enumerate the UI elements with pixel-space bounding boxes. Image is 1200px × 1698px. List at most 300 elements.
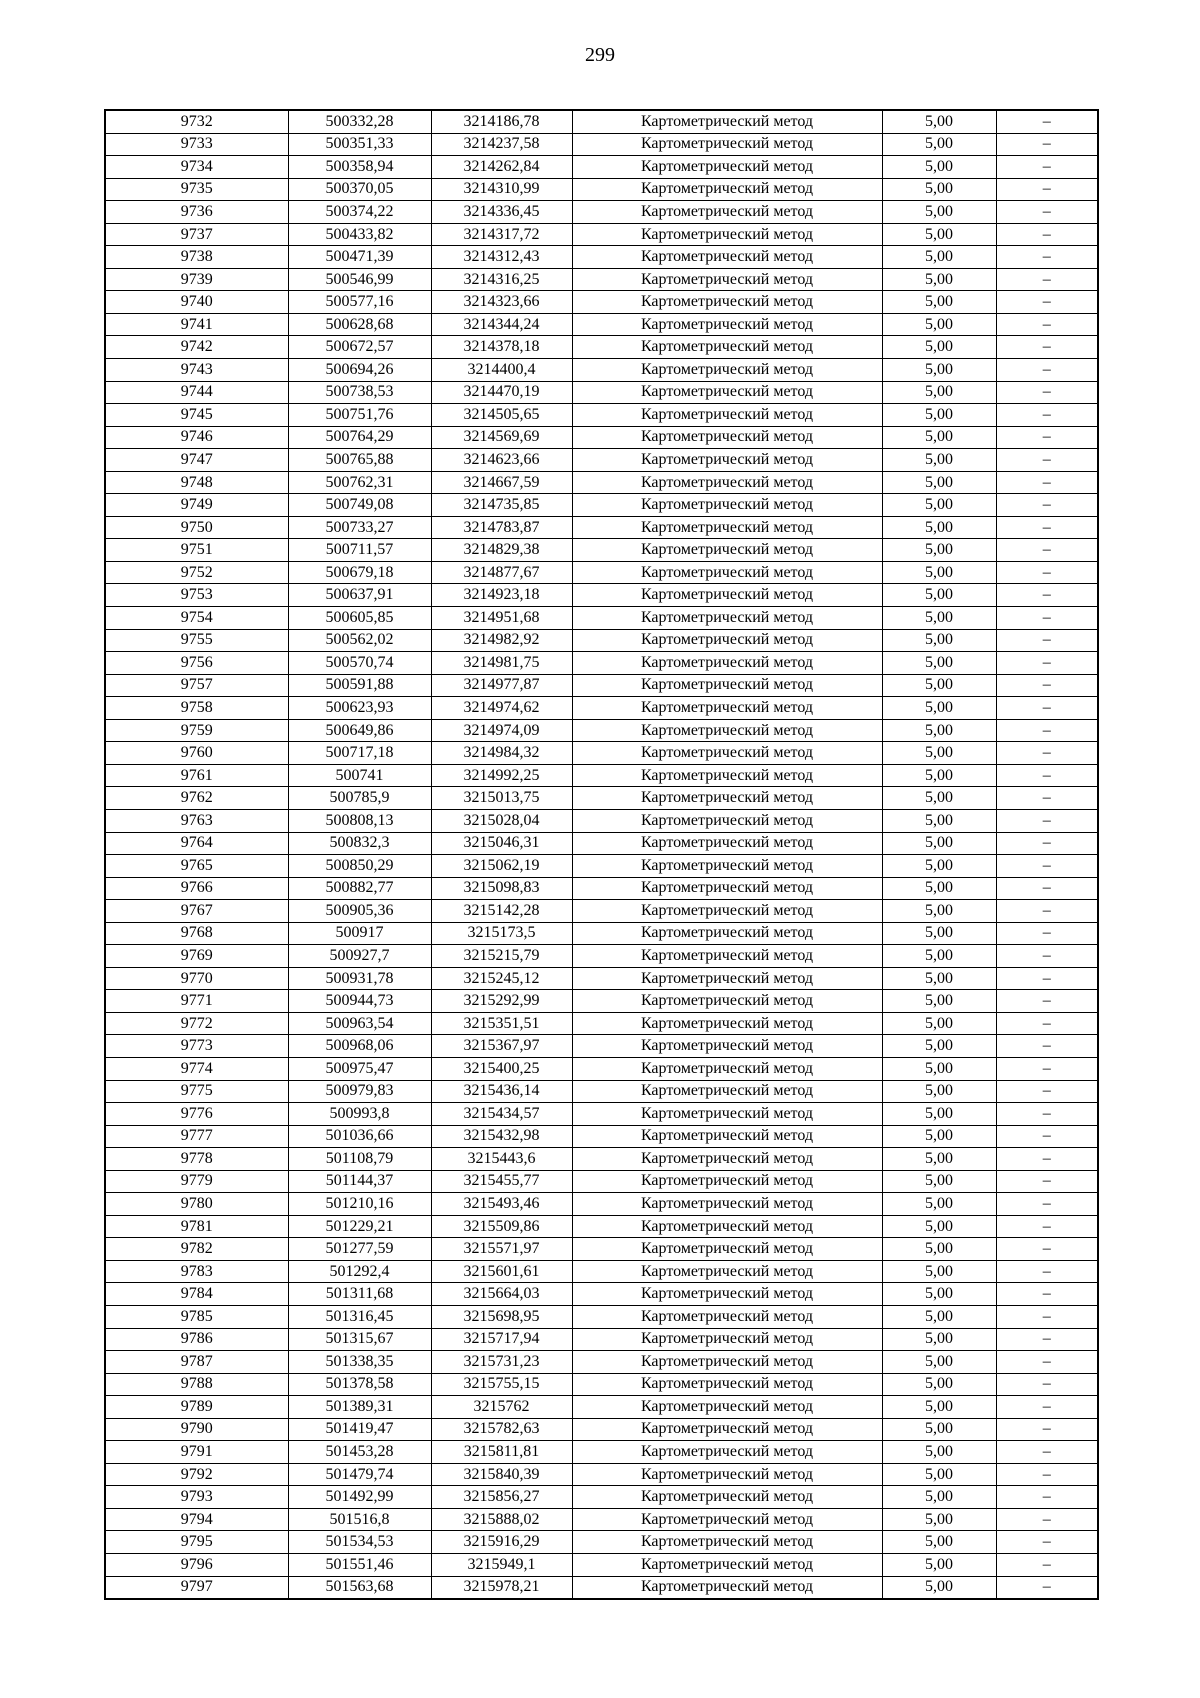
table-row <box>105 1193 1098 1216</box>
cell-x: 500351,33 <box>288 133 431 156</box>
cell-x: 500711,57 <box>288 539 431 562</box>
cell-accuracy: 5,00 <box>882 404 996 427</box>
table-row <box>105 494 1098 517</box>
cell-dash: – <box>996 1215 1098 1238</box>
cell-dash: – <box>996 1305 1098 1328</box>
cell-accuracy: 5,00 <box>882 1328 996 1351</box>
cell-accuracy: 5,00 <box>882 1531 996 1554</box>
coordinates-table <box>104 109 1099 1600</box>
cell-accuracy: 5,00 <box>882 471 996 494</box>
cell-x: 501389,31 <box>288 1396 431 1419</box>
cell-dash: – <box>996 1125 1098 1148</box>
cell-method: Картометрический метод <box>572 1148 882 1171</box>
cell-accuracy: 5,00 <box>882 268 996 291</box>
cell-dash: – <box>996 877 1098 900</box>
cell-accuracy: 5,00 <box>882 1080 996 1103</box>
cell-method: Картометрический метод <box>572 1328 882 1351</box>
cell-accuracy: 5,00 <box>882 313 996 336</box>
table-row <box>105 1148 1098 1171</box>
table-row <box>105 945 1098 968</box>
table-row <box>105 629 1098 652</box>
table-row <box>105 1373 1098 1396</box>
cell-y: 3214981,75 <box>431 652 572 675</box>
cell-point: 9792 <box>105 1463 288 1486</box>
cell-dash: – <box>996 471 1098 494</box>
cell-method: Картометрический метод <box>572 1508 882 1531</box>
cell-method: Картометрический метод <box>572 1463 882 1486</box>
cell-y: 3215062,19 <box>431 855 572 878</box>
table-row <box>105 1080 1098 1103</box>
cell-y: 3215755,15 <box>431 1373 572 1396</box>
cell-point: 9739 <box>105 268 288 291</box>
cell-accuracy: 5,00 <box>882 1486 996 1509</box>
cell-y: 3215173,5 <box>431 922 572 945</box>
cell-x: 501108,79 <box>288 1148 431 1171</box>
cell-x: 500577,16 <box>288 291 431 314</box>
cell-point: 9758 <box>105 697 288 720</box>
cell-accuracy: 5,00 <box>882 1351 996 1374</box>
cell-y: 3215811,81 <box>431 1441 572 1464</box>
cell-y: 3214323,66 <box>431 291 572 314</box>
cell-point: 9744 <box>105 381 288 404</box>
cell-y: 3215098,83 <box>431 877 572 900</box>
cell-method: Картометрический метод <box>572 313 882 336</box>
cell-x: 500975,47 <box>288 1057 431 1080</box>
cell-x: 501316,45 <box>288 1305 431 1328</box>
cell-method: Картометрический метод <box>572 426 882 449</box>
cell-accuracy: 5,00 <box>882 1057 996 1080</box>
cell-x: 501311,68 <box>288 1283 431 1306</box>
cell-x: 500649,86 <box>288 719 431 742</box>
cell-dash: – <box>996 449 1098 472</box>
cell-x: 500637,91 <box>288 584 431 607</box>
cell-point: 9756 <box>105 652 288 675</box>
table-row <box>105 381 1098 404</box>
cell-x: 500968,06 <box>288 1035 431 1058</box>
cell-point: 9770 <box>105 967 288 990</box>
cell-x: 500717,18 <box>288 742 431 765</box>
cell-method: Картометрический метод <box>572 1441 882 1464</box>
cell-accuracy: 5,00 <box>882 1554 996 1577</box>
table-row <box>105 246 1098 269</box>
cell-dash: – <box>996 561 1098 584</box>
cell-x: 501277,59 <box>288 1238 431 1261</box>
table-row <box>105 156 1098 179</box>
cell-method: Картометрический метод <box>572 900 882 923</box>
cell-method: Картометрический метод <box>572 1554 882 1577</box>
table-row <box>105 674 1098 697</box>
cell-dash: – <box>996 1373 1098 1396</box>
cell-x: 500762,31 <box>288 471 431 494</box>
cell-method: Картометрический метод <box>572 922 882 945</box>
cell-x: 501378,58 <box>288 1373 431 1396</box>
cell-accuracy: 5,00 <box>882 246 996 269</box>
cell-method: Картометрический метод <box>572 832 882 855</box>
cell-method: Картометрический метод <box>572 855 882 878</box>
cell-y: 3215978,21 <box>431 1576 572 1599</box>
table-row <box>105 1170 1098 1193</box>
cell-y: 3214984,32 <box>431 742 572 765</box>
cell-accuracy: 5,00 <box>882 516 996 539</box>
cell-accuracy: 5,00 <box>882 1508 996 1531</box>
cell-dash: – <box>996 1441 1098 1464</box>
cell-y: 3214262,84 <box>431 156 572 179</box>
cell-method: Картометрический метод <box>572 584 882 607</box>
cell-y: 3215664,03 <box>431 1283 572 1306</box>
table-row <box>105 133 1098 156</box>
cell-y: 3215601,61 <box>431 1260 572 1283</box>
cell-method: Картометрический метод <box>572 1103 882 1126</box>
cell-point: 9741 <box>105 313 288 336</box>
cell-point: 9787 <box>105 1351 288 1374</box>
cell-y: 3214400,4 <box>431 359 572 382</box>
cell-y: 3214783,87 <box>431 516 572 539</box>
cell-y: 3214569,69 <box>431 426 572 449</box>
cell-method: Картометрический метод <box>572 1418 882 1441</box>
cell-dash: – <box>996 1554 1098 1577</box>
cell-x: 500993,8 <box>288 1103 431 1126</box>
cell-accuracy: 5,00 <box>882 1193 996 1216</box>
cell-x: 501479,74 <box>288 1463 431 1486</box>
cell-method: Картометрический метод <box>572 1396 882 1419</box>
cell-x: 501516,8 <box>288 1508 431 1531</box>
cell-point: 9736 <box>105 201 288 224</box>
cell-dash: – <box>996 742 1098 765</box>
cell-dash: – <box>996 516 1098 539</box>
table-row <box>105 1283 1098 1306</box>
cell-x: 501036,66 <box>288 1125 431 1148</box>
cell-method: Картометрический метод <box>572 336 882 359</box>
cell-x: 501144,37 <box>288 1170 431 1193</box>
cell-y: 3214186,78 <box>431 110 572 133</box>
cell-accuracy: 5,00 <box>882 1215 996 1238</box>
cell-method: Картометрический метод <box>572 1238 882 1261</box>
table-row <box>105 404 1098 427</box>
cell-point: 9733 <box>105 133 288 156</box>
cell-x: 501338,35 <box>288 1351 431 1374</box>
cell-accuracy: 5,00 <box>882 877 996 900</box>
cell-point: 9774 <box>105 1057 288 1080</box>
cell-x: 500562,02 <box>288 629 431 652</box>
cell-method: Картометрический метод <box>572 1351 882 1374</box>
cell-dash: – <box>996 764 1098 787</box>
cell-point: 9788 <box>105 1373 288 1396</box>
cell-accuracy: 5,00 <box>882 426 996 449</box>
cell-point: 9760 <box>105 742 288 765</box>
cell-point: 9751 <box>105 539 288 562</box>
cell-x: 501229,21 <box>288 1215 431 1238</box>
cell-dash: – <box>996 268 1098 291</box>
cell-method: Картометрический метод <box>572 1305 882 1328</box>
cell-method: Картометрический метод <box>572 246 882 269</box>
cell-accuracy: 5,00 <box>882 945 996 968</box>
cell-x: 500433,82 <box>288 223 431 246</box>
cell-accuracy: 5,00 <box>882 922 996 945</box>
cell-y: 3214378,18 <box>431 336 572 359</box>
cell-dash: – <box>996 1035 1098 1058</box>
cell-y: 3215916,29 <box>431 1531 572 1554</box>
table-row <box>105 291 1098 314</box>
cell-point: 9763 <box>105 809 288 832</box>
cell-method: Картометрический метод <box>572 404 882 427</box>
cell-accuracy: 5,00 <box>882 629 996 652</box>
cell-dash: – <box>996 697 1098 720</box>
cell-x: 500332,28 <box>288 110 431 133</box>
cell-dash: – <box>996 313 1098 336</box>
cell-x: 500917 <box>288 922 431 945</box>
cell-dash: – <box>996 246 1098 269</box>
cell-x: 501453,28 <box>288 1441 431 1464</box>
cell-dash: – <box>996 1057 1098 1080</box>
table-row <box>105 967 1098 990</box>
table-row <box>105 426 1098 449</box>
cell-method: Картометрический метод <box>572 629 882 652</box>
cell-point: 9761 <box>105 764 288 787</box>
cell-x: 500733,27 <box>288 516 431 539</box>
cell-point: 9752 <box>105 561 288 584</box>
cell-point: 9766 <box>105 877 288 900</box>
cell-method: Картометрический метод <box>572 607 882 630</box>
table-row <box>105 607 1098 630</box>
cell-accuracy: 5,00 <box>882 1373 996 1396</box>
cell-point: 9776 <box>105 1103 288 1126</box>
cell-point: 9757 <box>105 674 288 697</box>
cell-method: Картометрический метод <box>572 471 882 494</box>
table-row <box>105 1238 1098 1261</box>
cell-accuracy: 5,00 <box>882 1305 996 1328</box>
table-row <box>105 1012 1098 1035</box>
cell-y: 3214667,59 <box>431 471 572 494</box>
cell-point: 9775 <box>105 1080 288 1103</box>
cell-point: 9786 <box>105 1328 288 1351</box>
cell-y: 3214237,58 <box>431 133 572 156</box>
cell-method: Картометрический метод <box>572 268 882 291</box>
cell-method: Картометрический метод <box>572 1057 882 1080</box>
cell-x: 500370,05 <box>288 178 431 201</box>
cell-y: 3215698,95 <box>431 1305 572 1328</box>
cell-point: 9747 <box>105 449 288 472</box>
cell-y: 3214951,68 <box>431 607 572 630</box>
cell-point: 9765 <box>105 855 288 878</box>
table-row <box>105 471 1098 494</box>
cell-accuracy: 5,00 <box>882 652 996 675</box>
cell-accuracy: 5,00 <box>882 336 996 359</box>
cell-point: 9781 <box>105 1215 288 1238</box>
cell-point: 9771 <box>105 990 288 1013</box>
cell-y: 3214992,25 <box>431 764 572 787</box>
table-row <box>105 539 1098 562</box>
cell-method: Картометрический метод <box>572 1283 882 1306</box>
cell-y: 3214470,19 <box>431 381 572 404</box>
cell-y: 3215046,31 <box>431 832 572 855</box>
cell-accuracy: 5,00 <box>882 201 996 224</box>
cell-point: 9754 <box>105 607 288 630</box>
cell-point: 9749 <box>105 494 288 517</box>
cell-dash: – <box>996 1283 1098 1306</box>
cell-method: Картометрический метод <box>572 178 882 201</box>
cell-method: Картометрический метод <box>572 697 882 720</box>
table-row <box>105 1305 1098 1328</box>
table-row <box>105 1260 1098 1283</box>
cell-point: 9797 <box>105 1576 288 1599</box>
cell-dash: – <box>996 719 1098 742</box>
cell-y: 3214317,72 <box>431 223 572 246</box>
cell-dash: – <box>996 156 1098 179</box>
cell-y: 3215731,23 <box>431 1351 572 1374</box>
cell-x: 500738,53 <box>288 381 431 404</box>
cell-y: 3214336,45 <box>431 201 572 224</box>
cell-method: Картометрический метод <box>572 652 882 675</box>
cell-method: Картометрический метод <box>572 359 882 382</box>
cell-accuracy: 5,00 <box>882 1148 996 1171</box>
cell-dash: – <box>996 539 1098 562</box>
table-row <box>105 1576 1098 1599</box>
cell-accuracy: 5,00 <box>882 1283 996 1306</box>
cell-point: 9755 <box>105 629 288 652</box>
cell-method: Картометрический метод <box>572 539 882 562</box>
cell-y: 3214310,99 <box>431 178 572 201</box>
cell-method: Картометрический метод <box>572 990 882 1013</box>
cell-accuracy: 5,00 <box>882 990 996 1013</box>
cell-point: 9762 <box>105 787 288 810</box>
cell-method: Картометрический метод <box>572 1373 882 1396</box>
cell-x: 500979,83 <box>288 1080 431 1103</box>
cell-x: 500905,36 <box>288 900 431 923</box>
cell-accuracy: 5,00 <box>882 742 996 765</box>
table-row <box>105 990 1098 1013</box>
cell-y: 3214877,67 <box>431 561 572 584</box>
cell-dash: – <box>996 1418 1098 1441</box>
cell-x: 500785,9 <box>288 787 431 810</box>
cell-dash: – <box>996 359 1098 382</box>
cell-dash: – <box>996 607 1098 630</box>
cell-method: Картометрический метод <box>572 742 882 765</box>
cell-x: 500570,74 <box>288 652 431 675</box>
cell-accuracy: 5,00 <box>882 855 996 878</box>
cell-accuracy: 5,00 <box>882 1441 996 1464</box>
cell-accuracy: 5,00 <box>882 719 996 742</box>
cell-x: 500358,94 <box>288 156 431 179</box>
table-row <box>105 1486 1098 1509</box>
table-row <box>105 1554 1098 1577</box>
table-row <box>105 1215 1098 1238</box>
table-row <box>105 178 1098 201</box>
cell-accuracy: 5,00 <box>882 1238 996 1261</box>
cell-dash: – <box>996 1260 1098 1283</box>
cell-dash: – <box>996 584 1098 607</box>
table-row <box>105 1508 1098 1531</box>
cell-accuracy: 5,00 <box>882 1463 996 1486</box>
cell-point: 9791 <box>105 1441 288 1464</box>
table-row <box>105 359 1098 382</box>
cell-x: 500944,73 <box>288 990 431 1013</box>
cell-x: 501315,67 <box>288 1328 431 1351</box>
cell-method: Картометрический метод <box>572 1531 882 1554</box>
cell-point: 9764 <box>105 832 288 855</box>
cell-y: 3215888,02 <box>431 1508 572 1531</box>
table-row <box>105 1351 1098 1374</box>
cell-x: 500931,78 <box>288 967 431 990</box>
cell-method: Картометрический метод <box>572 1012 882 1035</box>
cell-accuracy: 5,00 <box>882 674 996 697</box>
cell-method: Картометрический метод <box>572 1193 882 1216</box>
cell-x: 501419,47 <box>288 1418 431 1441</box>
cell-x: 500591,88 <box>288 674 431 697</box>
cell-y: 3214316,25 <box>431 268 572 291</box>
cell-point: 9734 <box>105 156 288 179</box>
table-row <box>105 1441 1098 1464</box>
cell-dash: – <box>996 967 1098 990</box>
cell-x: 500546,99 <box>288 268 431 291</box>
cell-x: 500832,3 <box>288 832 431 855</box>
cell-accuracy: 5,00 <box>882 561 996 584</box>
cell-y: 3215367,97 <box>431 1035 572 1058</box>
cell-y: 3214312,43 <box>431 246 572 269</box>
cell-accuracy: 5,00 <box>882 697 996 720</box>
cell-dash: – <box>996 494 1098 517</box>
cell-method: Картометрический метод <box>572 1080 882 1103</box>
cell-method: Картометрический метод <box>572 156 882 179</box>
cell-point: 9796 <box>105 1554 288 1577</box>
table-row <box>105 336 1098 359</box>
cell-point: 9745 <box>105 404 288 427</box>
cell-point: 9790 <box>105 1418 288 1441</box>
cell-y: 3215028,04 <box>431 809 572 832</box>
cell-y: 3215455,77 <box>431 1170 572 1193</box>
cell-accuracy: 5,00 <box>882 832 996 855</box>
cell-method: Картометрический метод <box>572 291 882 314</box>
cell-method: Картометрический метод <box>572 449 882 472</box>
cell-dash: – <box>996 809 1098 832</box>
cell-method: Картометрический метод <box>572 223 882 246</box>
cell-method: Картометрический метод <box>572 1215 882 1238</box>
cell-method: Картометрический метод <box>572 674 882 697</box>
cell-accuracy: 5,00 <box>882 584 996 607</box>
cell-dash: – <box>996 1328 1098 1351</box>
cell-dash: – <box>996 1170 1098 1193</box>
table-row <box>105 223 1098 246</box>
cell-accuracy: 5,00 <box>882 156 996 179</box>
cell-point: 9746 <box>105 426 288 449</box>
cell-method: Картометрический метод <box>572 787 882 810</box>
cell-accuracy: 5,00 <box>882 809 996 832</box>
cell-method: Картометрический метод <box>572 1486 882 1509</box>
table-row <box>105 697 1098 720</box>
table-row <box>105 561 1098 584</box>
table-row <box>105 855 1098 878</box>
cell-point: 9735 <box>105 178 288 201</box>
table-row <box>105 584 1098 607</box>
cell-y: 3215245,12 <box>431 967 572 990</box>
cell-accuracy: 5,00 <box>882 967 996 990</box>
cell-method: Картометрический метод <box>572 1035 882 1058</box>
cell-point: 9777 <box>105 1125 288 1148</box>
cell-accuracy: 5,00 <box>882 1125 996 1148</box>
cell-x: 500374,22 <box>288 201 431 224</box>
cell-dash: – <box>996 1463 1098 1486</box>
cell-accuracy: 5,00 <box>882 1103 996 1126</box>
cell-point: 9780 <box>105 1193 288 1216</box>
cell-x: 500679,18 <box>288 561 431 584</box>
cell-x: 500850,29 <box>288 855 431 878</box>
cell-y: 3215717,94 <box>431 1328 572 1351</box>
cell-dash: – <box>996 1351 1098 1374</box>
cell-x: 500963,54 <box>288 1012 431 1035</box>
cell-y: 3215762 <box>431 1396 572 1419</box>
table-row <box>105 1125 1098 1148</box>
cell-method: Картометрический метод <box>572 1576 882 1599</box>
cell-point: 9769 <box>105 945 288 968</box>
